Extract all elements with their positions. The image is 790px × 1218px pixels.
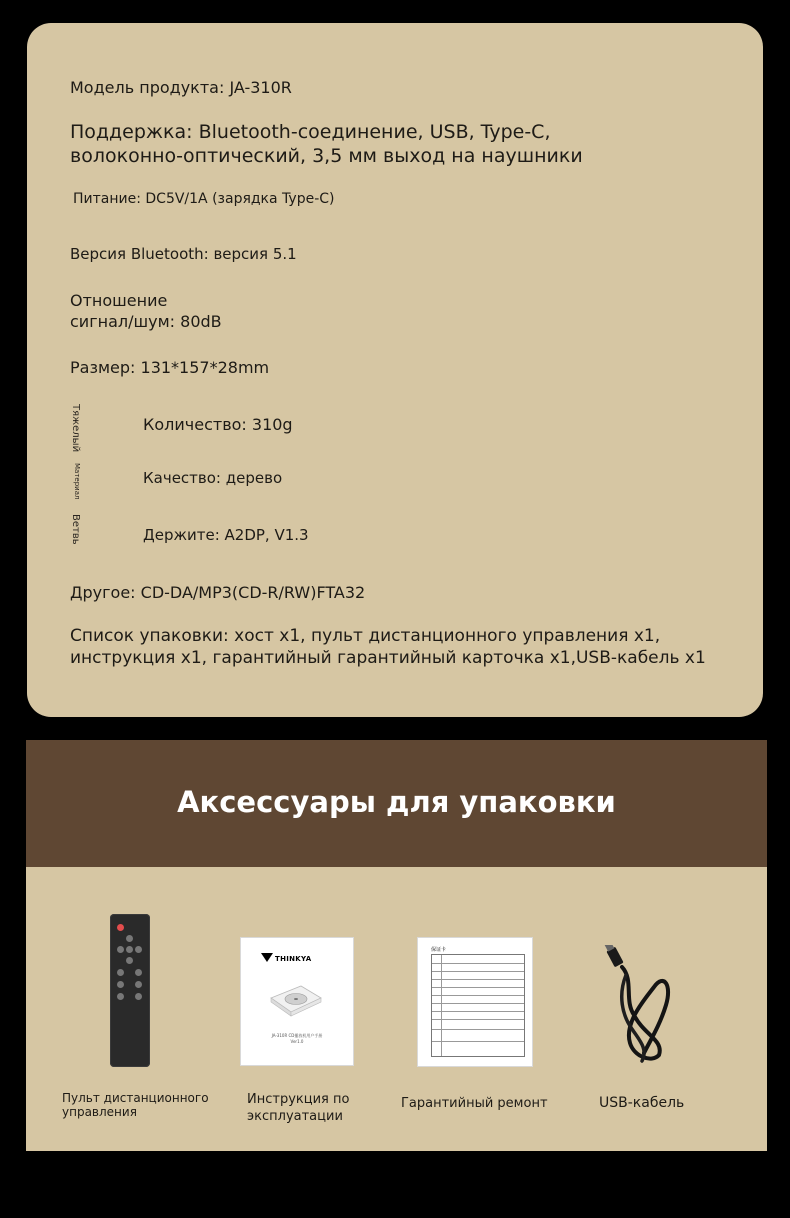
usb-cable-label: USB-кабель xyxy=(599,1095,685,1111)
spec-material: Качество: дерево xyxy=(143,469,283,487)
spec-size: Размер: 131*157*28mm xyxy=(70,358,270,377)
spec-snr-line1: Отношение xyxy=(70,291,168,310)
accessories-panel xyxy=(26,867,767,1151)
manual-version: Ver1.0 xyxy=(290,1039,304,1044)
manual-image xyxy=(241,938,353,1065)
spec-support-line2: волоконно-оптический, 3,5 мм выход на наушники xyxy=(70,145,583,167)
cd-player-icon xyxy=(267,980,323,1020)
manual-label-line2: эксплуатации xyxy=(247,1109,343,1124)
spec-card xyxy=(27,23,763,717)
brand-logo-icon xyxy=(261,953,273,962)
spec-bluetooth: Версия Bluetooth: версия 5.1 xyxy=(70,245,297,263)
side-label-branch: Ветвь xyxy=(70,514,81,545)
remote-power-button xyxy=(117,924,124,931)
remote-label-line2: управления xyxy=(62,1105,137,1119)
manual-subtitle: JA-310R CD播放机用户手册 xyxy=(271,1033,323,1038)
spec-other: Другое: CD-DA/MP3(CD-R/RW)FTA32 xyxy=(70,583,366,602)
spec-package-line2: инструкция x1, гарантийный гарантийный карточка x1,USB-кабель x1 xyxy=(70,648,706,668)
warranty-form-grid xyxy=(431,954,525,1057)
side-label-heavy: Тяжелый xyxy=(70,404,81,453)
spec-package-line1: Список упаковки: хост x1, пульт дистанционного управления x1, xyxy=(70,626,661,646)
remote-label-line1: Пульт дистанционного xyxy=(62,1091,209,1105)
spec-model: Модель продукта: JA-310R xyxy=(70,78,292,97)
manual-brand: THINKYA xyxy=(275,955,312,963)
warranty-label: Гарантийный ремонт xyxy=(401,1096,548,1111)
spec-branch: Держите: A2DP, V1.3 xyxy=(143,526,309,544)
accessories-header xyxy=(26,740,767,867)
warranty-card-title: 保证卡 xyxy=(431,947,447,953)
accessories-title: Аксессуары для упаковки xyxy=(177,785,616,819)
manual-label-line1: Инструкция по xyxy=(247,1092,350,1107)
spec-weight: Количество: 310g xyxy=(143,415,293,434)
spec-power: Питание: DC5V/1A (зарядка Type-C) xyxy=(73,191,335,207)
remote-control-image xyxy=(110,914,150,1067)
spec-snr-line2: сигнал/шум: 80dB xyxy=(70,312,222,331)
side-label-material: Материал xyxy=(73,463,81,500)
spec-support-line1: Поддержка: Bluetooth-соединение, USB, Type-C, xyxy=(70,121,551,143)
usb-cable-icon xyxy=(604,945,678,1065)
warranty-card-image xyxy=(418,938,532,1066)
